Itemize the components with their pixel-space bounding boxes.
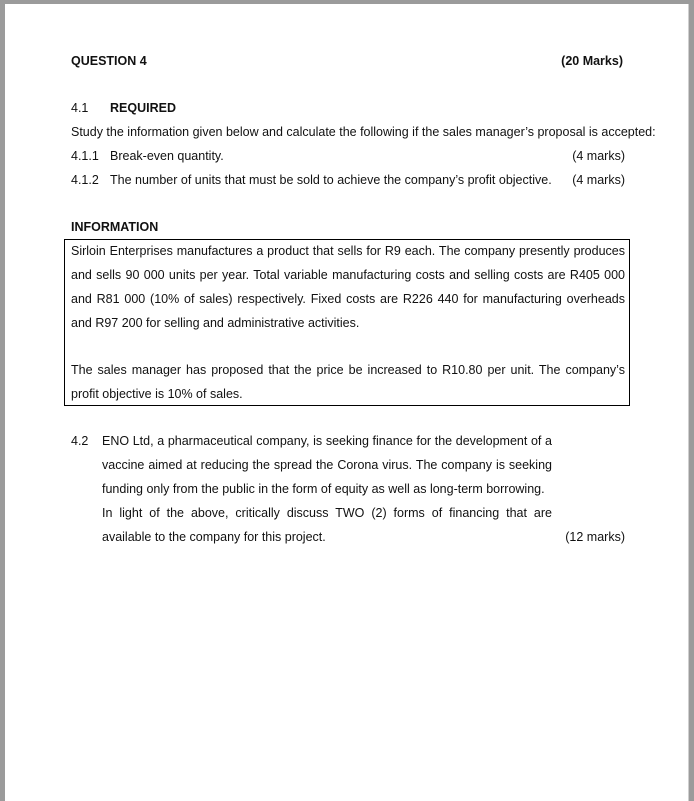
question-4-2-text: ENO Ltd, a pharmaceutical company, is seeking finance for the development of a vaccine aimed at reducing the spread the Corona virus. The company is seeking funding only from the public in the form of equity as well as long-term borrowing.: [102, 434, 552, 496]
instruction-text: Study the information given below and calculate the following if the sales manager’s proposal is accepted:: [71, 125, 656, 139]
item-number: 4.1.2: [71, 173, 99, 187]
item-marks: (4 marks): [572, 149, 625, 163]
section-number-4-2: 4.2: [71, 434, 89, 448]
required-heading: REQUIRED: [110, 101, 176, 115]
information-paragraph-1: Sirloin Enterprises manufactures a product that sells for R9 each. The company presently produces and sells 90 000 units per year. Total variable manufacturing costs and selling costs are R405 000 and R81 000 (10% of sales) respectively. Fixed costs are R226 440 for manufacturing overheads and R97 200 for selling and administrative activities.: [71, 244, 625, 330]
information-heading: INFORMATION: [71, 220, 159, 234]
question-4-2-marks: (12 marks): [565, 530, 625, 544]
item-text: Break-even quantity.: [110, 149, 224, 163]
information-paragraph-2: The sales manager has proposed that the price be increased to R10.80 per unit. The company’s profit objective is 10% of sales.: [71, 363, 625, 401]
question-marks: (20 Marks): [561, 54, 623, 68]
document-page: [5, 4, 689, 801]
question-4-2-instruction: In light of the above, critically discuss TWO (2) forms of financing that are available to the company for this project.: [102, 506, 552, 544]
item-text: The number of units that must be sold to achieve the company’s profit objective.: [110, 173, 552, 187]
question-title: QUESTION 4: [71, 54, 147, 68]
section-number-4-1: 4.1: [71, 101, 89, 115]
item-marks: (4 marks): [572, 173, 625, 187]
item-number: 4.1.1: [71, 149, 99, 163]
